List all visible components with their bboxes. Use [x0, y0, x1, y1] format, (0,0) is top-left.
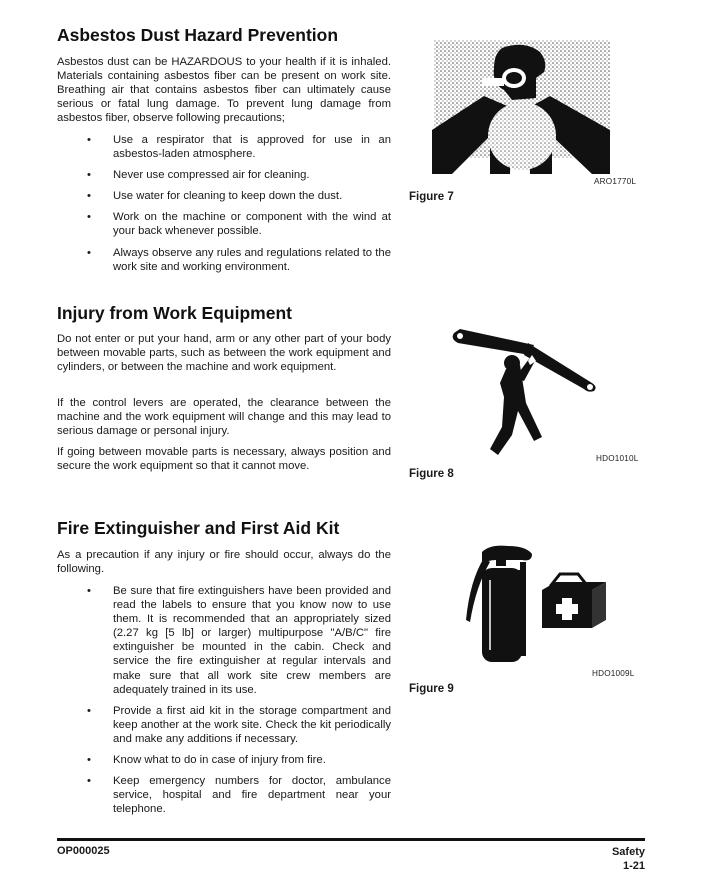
list-item: • Be sure that fire extinguishers have been provided and read the labels to ensure that you know now to use them. It is recommended that an appropriately sized (2.27 kg [5 lb] or larger) multipurpose "A/B/C" fire extinguisher be mounted in the cabin. Check and service the fire extinguisher at regular intervals and make sure that all work site crew members are adequately trained in its use. — [87, 585, 391, 696]
section-title-injury: Injury from Work Equipment — [57, 303, 292, 323]
list-item: • Never use compressed air for cleaning. — [87, 169, 310, 182]
injury-paragraph-3: If going between movable parts is necessary, always position and secure the work equipment so that it cannot move. — [57, 446, 391, 473]
figure-9-label: Figure 9 — [409, 683, 454, 695]
crush-hazard-icon — [450, 325, 600, 470]
list-item: • Know what to do in case of injury from fire. — [87, 754, 326, 767]
figure-7-image — [432, 38, 612, 178]
injury-paragraph-2: If the control levers are operated, the clearance between the machine and the work equipment will change and this may lead to serious damage or personal injury. — [57, 397, 391, 438]
footer-page-number: 1-21 — [622, 860, 645, 872]
list-item: • Use a respirator that is approved for use in an asbestos-laden atmosphere. — [87, 134, 391, 161]
figure-7-code: ARO1770L — [594, 177, 637, 186]
figure-7-label: Figure 7 — [409, 191, 454, 203]
list-item: • Always observe any rules and regulations related to the work site and working environment. — [87, 246, 391, 273]
bullet-glyph: • — [87, 190, 91, 203]
figure-9-image — [460, 540, 610, 670]
list-item: • Provide a first aid kit in the storage compartment and keep another at the work site. Check the kit periodically and make any additions if necessary. — [87, 704, 391, 745]
bullet-glyph: • — [87, 169, 91, 182]
bullet-glyph: • — [87, 246, 91, 259]
fire-bullet-list — [57, 584, 391, 823]
figure-9-code: HDO1009L — [592, 669, 635, 678]
figure-8-code: HDO1010L — [596, 454, 639, 463]
respirator-dust-icon — [432, 38, 612, 178]
bullet-glyph: • — [87, 704, 91, 717]
bullet-glyph: • — [87, 211, 91, 224]
list-item: • Use water for cleaning to keep down the dust. — [87, 190, 343, 203]
injury-paragraph-1: Do not enter or put your hand, arm or any other part of your body between movable parts, such as between the work equipment and cylinders, or between the machine and work equipment. — [57, 333, 391, 374]
bullet-glyph: • — [87, 134, 91, 146]
section-title-fire: Fire Extinguisher and First Aid Kit — [57, 518, 340, 538]
bullet-glyph: • — [87, 754, 91, 767]
section-title-asbestos: Asbestos Dust Hazard Prevention — [57, 25, 339, 45]
asbestos-intro: Asbestos dust can be HAZARDOUS to your health if it is inhaled. Materials containing asbestos fiber can be present on work site. Breathing air that contains asbestos fiber can ultimately cause serious or fatal lung damage. To prevent lung damage from asbestos fiber, observe following precautions; — [57, 56, 391, 125]
fire-intro: As a precaution if any injury or fire should occur, always do the following. — [57, 549, 391, 576]
list-item: • Keep emergency numbers for doctor, ambulance service, hospital and fire department near your telephone. — [87, 775, 391, 816]
footer-section: Safety — [611, 846, 645, 858]
footer-section-page — [545, 845, 645, 873]
footer-doc-id: OP000025 — [57, 845, 110, 857]
list-item: • Work on the machine or component with the wind at your back whenever possible. — [87, 211, 391, 238]
extinguisher-first-aid-icon — [460, 540, 610, 670]
asbestos-bullet-list — [57, 133, 391, 281]
bullet-glyph: • — [87, 585, 91, 597]
bullet-glyph: • — [87, 775, 91, 788]
figure-8-label: Figure 8 — [409, 468, 454, 480]
figure-8-image — [450, 325, 600, 470]
footer-rule — [57, 838, 645, 841]
